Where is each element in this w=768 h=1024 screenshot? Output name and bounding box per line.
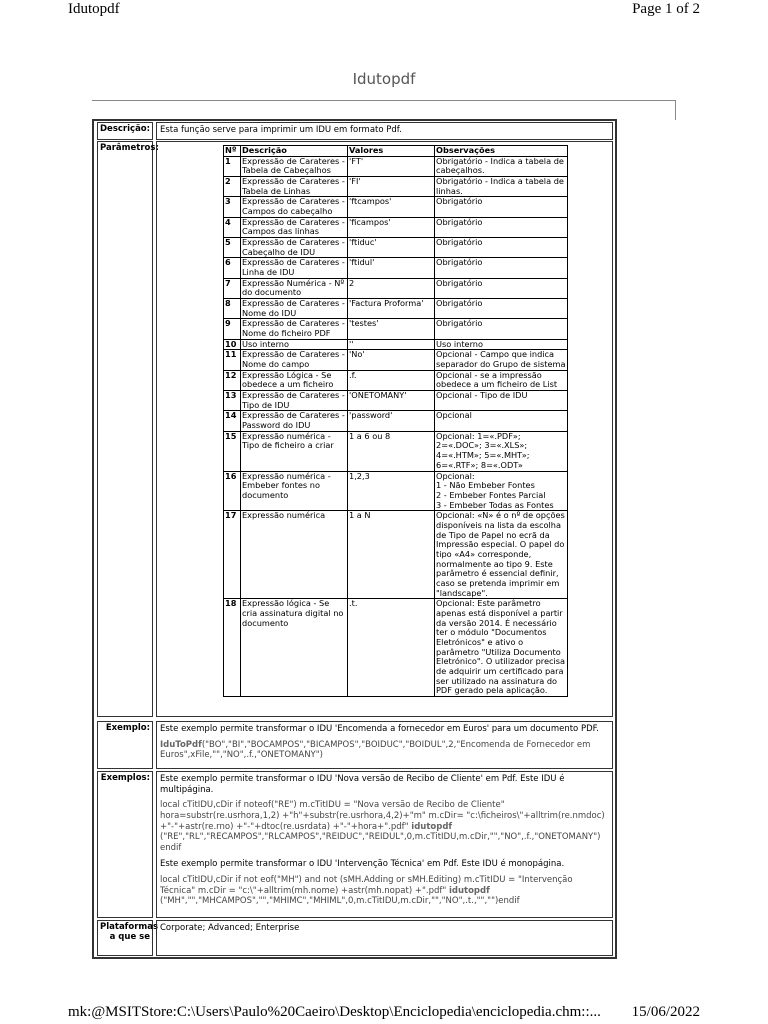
param-values: 'testes': [348, 319, 435, 339]
param-number: 1: [224, 156, 241, 176]
param-values: 'ftcampos': [348, 197, 435, 217]
param-number: 10: [224, 339, 241, 350]
param-values: 1 a 6 ou 8: [348, 431, 435, 471]
param-description: Expressão de Carateres - Tipo de IDU: [241, 391, 348, 411]
param-observations: Obrigatório: [435, 258, 568, 278]
param-observations: Obrigatório: [435, 197, 568, 217]
exemplos-code-2-args: ("MH","","MHCAMPOS","","MHIMC","MHIML",0,m.cTitIDU,m.cDir,"","NO",.t.,"","")endif: [160, 896, 520, 907]
parameter-row: [224, 339, 568, 350]
param-description: Expressão de Carateres - Nome do IDU: [241, 299, 348, 319]
param-description: Expressão de Carateres - Tabela de Linhas: [241, 177, 348, 197]
param-number: 14: [224, 411, 241, 431]
exemplos-code-1: [160, 800, 609, 853]
param-values: 'Factura Proforma': [348, 299, 435, 319]
parameter-row: [224, 258, 568, 278]
header-num: Nº: [224, 146, 241, 157]
exemplos-label: Exemplos:: [97, 771, 153, 918]
parameter-row: [224, 156, 568, 176]
header-obs: Observações: [435, 146, 568, 157]
param-observations: Obrigatório - Indica a tabela de linhas.: [435, 177, 568, 197]
section-plataformas: [94, 920, 615, 957]
header-val: Valores: [348, 146, 435, 157]
plataformas-text: Corporate; Advanced; Enterprise: [156, 920, 613, 956]
param-values: .f.: [348, 370, 435, 390]
descricao-label: Descrição:: [97, 122, 153, 140]
param-values: .t.: [348, 599, 435, 697]
param-values: '': [348, 339, 435, 350]
exemplos-code-2: [160, 875, 609, 907]
parameter-row: [224, 370, 568, 390]
header-desc: Descrição: [241, 146, 348, 157]
param-values: 'FT': [348, 156, 435, 176]
exemplo-label: Exemplo:: [97, 721, 153, 769]
param-number: 9: [224, 319, 241, 339]
param-number: 13: [224, 391, 241, 411]
parameter-row: [224, 411, 568, 431]
exemplos-code-1-args: ("RE","RL","RECAMPOS","RLCAMPOS","REIDUC","REIDUL",0,m.cTitIDU,m.cDir,"","NO",.f.,"ONETOMANY") endif: [160, 832, 601, 853]
param-observations: Opcional - Tipo de IDU: [435, 391, 568, 411]
param-observations: Opcional: «N» é o nº de opções disponíveis na lista da escolha de Tipo de Papel no ecrã da Impressão especial. O papel do tipo «A4» corresponde, normalmente ao tipo 9. Este parâmetro é essencial definir, caso se pretenda imprimir em "landscape".: [435, 511, 568, 599]
section-exemplos: [94, 771, 615, 919]
print-footer: [0, 1002, 768, 1024]
param-observations: Obrigatório: [435, 217, 568, 237]
param-description: Expressão de Carateres - Nome do campo: [241, 350, 348, 370]
param-description: Uso interno: [241, 339, 348, 350]
param-observations: Uso interno: [435, 339, 568, 350]
param-observations: Opcional - se a impressão obedece a um ficheiro de List: [435, 370, 568, 390]
param-description: Expressão de Carateres - Cabeçalho de IDU: [241, 238, 348, 258]
param-values: 'password': [348, 411, 435, 431]
param-description: Expressão de Carateres - Tabela de Cabeçalhos: [241, 156, 348, 176]
parameters-table: [223, 145, 568, 697]
exemplos-intro-1: Este exemplo permite transformar o IDU 'Nova versão de Recibo de Cliente' em Pdf. Este IDU é multipágina.: [160, 774, 565, 795]
param-number: 15: [224, 431, 241, 471]
param-number: 11: [224, 350, 241, 370]
param-description: Expressão Numérica - Nº do documento: [241, 278, 348, 298]
page-title: Idutopdf: [352, 70, 416, 88]
param-values: 'ONETOMANY': [348, 391, 435, 411]
parameter-row: [224, 299, 568, 319]
exemplo-code-args: ("BO","BI","BOCAMPOS","BICAMPOS","BOIDUC","BOIDUL",2,"Encomenda de Fornecedor em Euros",xFile,"","NO",.f.,"ONETOMANY"): [160, 739, 591, 761]
param-values: 2: [348, 278, 435, 298]
param-values: 'No': [348, 350, 435, 370]
print-header-page: Page 1 of 2: [632, 1, 700, 17]
parameter-row: [224, 431, 568, 471]
param-values: 'ficampos': [348, 217, 435, 237]
param-description: Expressão numérica: [241, 511, 348, 599]
parameters-header-row: [224, 146, 568, 157]
param-values: 1,2,3: [348, 471, 435, 511]
title-divider-tick: [675, 100, 676, 120]
parameter-row: [224, 238, 568, 258]
print-header-title: Idutopdf: [68, 1, 120, 17]
param-observations: Obrigatório: [435, 278, 568, 298]
param-number: 17: [224, 511, 241, 599]
param-number: 16: [224, 471, 241, 511]
print-header: [0, 0, 768, 22]
param-number: 2: [224, 177, 241, 197]
param-description: Expressão de Carateres - Campos das linhas: [241, 217, 348, 237]
exemplos-code-1-body: local cTitIDU,cDir if noteof("RE") m.cTitIDU = "Nova versão de Recibo de Cliente" hora=substr(re.usrhora,1,2) +"h"+substr(re.usrhora,4,2)+"m" m.cDir= "c:\ficheiros\"+alltrim(re.nmdoc) +"-"+astr(re.rno) +"-"+dtoc(re.usrdata) +"-"+hora+".pdf": [160, 800, 605, 832]
param-description: Expressão lógica - Se cria assinatura digital no documento: [241, 599, 348, 697]
param-observations: Obrigatório: [435, 299, 568, 319]
exemplos-code-1-function: idutopdf: [411, 821, 453, 832]
param-observations: Opcional - Campo que indica separador do Grupo de sistema: [435, 350, 568, 370]
exemplos-content: [156, 771, 613, 918]
exemplo-text: Este exemplo permite transformar o IDU 'Encomenda a fornecedor em Euros' para um documento PDF.: [160, 724, 599, 734]
param-number: 12: [224, 370, 241, 390]
title-divider: [92, 100, 676, 101]
section-descricao: [94, 122, 615, 141]
param-description: Expressão de Carateres - Password do IDU: [241, 411, 348, 431]
parameter-row: [224, 391, 568, 411]
exemplos-intro-2: Este exemplo permite transformar o IDU 'Intervenção Técnica' em Pdf. Este IDU é monopágina.: [160, 859, 565, 870]
param-number: 7: [224, 278, 241, 298]
param-description: Expressão Lógica - Se obedece a um ficheiro: [241, 370, 348, 390]
parametros-content: [156, 141, 613, 717]
descricao-text: Esta função serve para imprimir um IDU em formato Pdf.: [156, 122, 613, 140]
section-exemplo: [94, 721, 615, 770]
parametros-label: Parâmetros:: [97, 141, 153, 717]
print-footer-date: 15/06/2022: [631, 1004, 700, 1020]
param-observations: Obrigatório: [435, 238, 568, 258]
exemplo-code-function: IduToPdf: [160, 739, 202, 750]
param-observations: Obrigatório - Indica a tabela de cabeçalhos.: [435, 156, 568, 176]
param-values: 'FI': [348, 177, 435, 197]
param-values: 'ftidul': [348, 258, 435, 278]
param-values: 1 a N: [348, 511, 435, 599]
param-description: Expressão numérica - Embeber fontes no documento: [241, 471, 348, 511]
print-footer-url: mk:@MSITStore:C:\Users\Paulo%20Caeiro\Desktop\Enciclopedia\enciclopedia.chm::...: [68, 1004, 601, 1020]
parameter-row: [224, 599, 568, 697]
parameter-row: [224, 319, 568, 339]
exemplos-code-2-body: local cTitIDU,cDir if not eof("MH") and not (sMH.Adding or sMH.Editing) m.cTitIDU = "Intervenção Técnica" m.cDir = "c:\"+alltrim(mh.nome) +astr(mh.nopat) +".pdf": [160, 875, 573, 896]
plataformas-label: Plataformas a que se: [97, 920, 153, 956]
param-number: 5: [224, 238, 241, 258]
param-observations: Opcional: [435, 411, 568, 431]
param-description: Expressão de Carateres - Nome do ficheiro PDF: [241, 319, 348, 339]
exemplo-content: [156, 721, 613, 769]
param-description: Expressão numérica - Tipo de ficheiro a criar: [241, 431, 348, 471]
param-observations: Obrigatório: [435, 319, 568, 339]
param-values: 'ftiduc': [348, 238, 435, 258]
parameter-row: [224, 278, 568, 298]
param-description: Expressão de Carateres - Linha de IDU: [241, 258, 348, 278]
param-observations: Opcional: 1 - Não Embeber Fontes 2 - Embeber Fontes Parcial 3 - Embeber Todas as Fontes: [435, 471, 568, 511]
param-observations: Opcional: 1=«.PDF»; 2=«.DOC»; 3=«.XLS»; 4=«.HTM»; 5=«.MHT»; 6=«.RTF»; 8=«.ODT»: [435, 431, 568, 471]
param-number: 4: [224, 217, 241, 237]
param-description: Expressão de Carateres - Campos do cabeçalho: [241, 197, 348, 217]
param-number: 18: [224, 599, 241, 697]
parameter-row: [224, 177, 568, 197]
param-number: 6: [224, 258, 241, 278]
param-number: 3: [224, 197, 241, 217]
parameter-row: [224, 197, 568, 217]
parameter-row: [224, 471, 568, 511]
section-parametros: [94, 141, 615, 719]
parameter-row: [224, 511, 568, 599]
exemplo-code: [160, 740, 609, 761]
exemplos-code-2-function: idutopdf: [448, 885, 490, 896]
parameter-row: [224, 350, 568, 370]
param-observations: Opcional: Este parâmetro apenas está disponível a partir da versão 2014. É necessário ter o módulo "Documentos Eletrónicos" e ativo o parâmetro "Utiliza Documento Eletrónico". O utilizador precisa de adquirir um certificado para ser utilizado na assinatura do PDF gerado pela aplicação.: [435, 599, 568, 697]
parameter-row: [224, 217, 568, 237]
param-number: 8: [224, 299, 241, 319]
